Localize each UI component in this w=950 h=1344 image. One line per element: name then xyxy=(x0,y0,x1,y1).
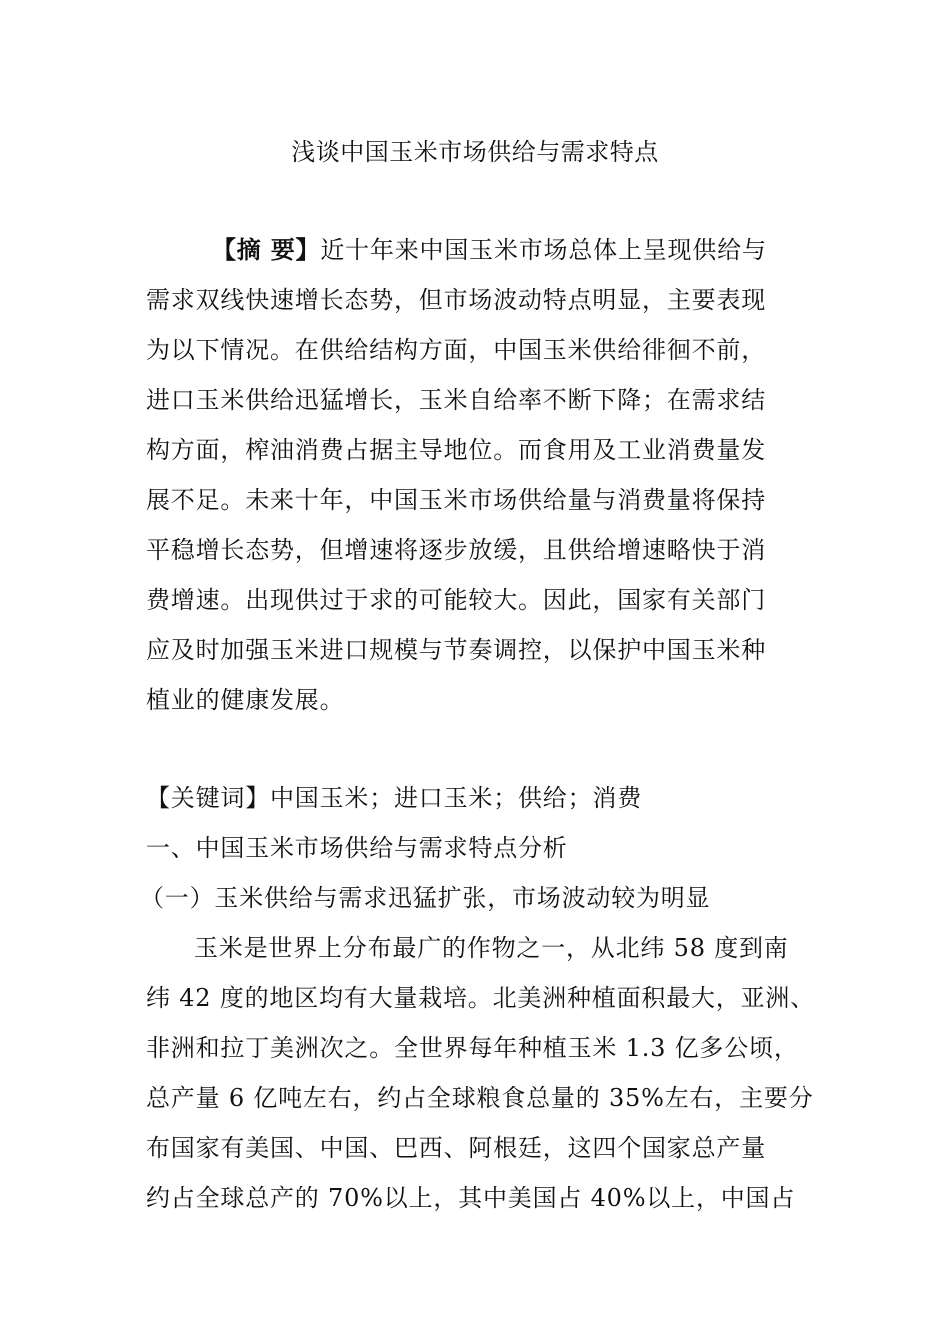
abstract-line: 平稳增长态势，但增速将逐步放缓，且供给增速略快于消 xyxy=(146,536,766,564)
body-line: 布国家有美国、中国、巴西、阿根廷，这四个国家总产量 xyxy=(146,1134,766,1162)
abstract-line: 为以下情况。在供给结构方面，中国玉米供给徘徊不前， xyxy=(146,336,766,364)
abstract-line: 需求双线快速增长态势，但市场波动特点明显，主要表现 xyxy=(146,286,766,314)
abstract-line: 近十年来中国玉米市场总体上呈现供给与 xyxy=(320,236,767,264)
abstract-line: 进口玉米供给迅猛增长，玉米自给率不断下降；在需求结 xyxy=(146,386,766,414)
abstract-line: 应及时加强玉米进口规模与节奏调控，以保护中国玉米种 xyxy=(146,636,766,664)
abstract-line: 植业的健康发展。 xyxy=(146,686,345,714)
section-heading: 一、中国玉米市场供给与需求特点分析 xyxy=(146,834,568,862)
body-line: 约占全球总产的 70%以上，其中美国占 40%以上，中国占 xyxy=(146,1184,796,1212)
abstract-line: 展不足。未来十年，中国玉米市场供给量与消费量将保持 xyxy=(146,486,766,514)
abstract-line: 费增速。出现供过于求的可能较大。因此，国家有关部门 xyxy=(146,586,766,614)
body-line: 非洲和拉丁美洲次之。全世界每年种植玉米 1.3 亿多公顷， xyxy=(146,1034,799,1062)
body-line: 纬 42 度的地区均有大量栽培。北美洲种植面积最大，亚洲、 xyxy=(146,984,815,1012)
abstract-first-line xyxy=(212,232,767,268)
abstract-label: 【摘 要】 xyxy=(212,235,321,264)
document-title: 浅谈中国玉米市场供给与需求特点 xyxy=(291,138,659,166)
subsection-heading: （一）玉米供给与需求迅猛扩张，市场波动较为明显 xyxy=(140,884,711,912)
body-line: 玉米是世界上分布最广的作物之一，从北纬 58 度到南 xyxy=(194,934,789,962)
body-line: 总产量 6 亿吨左右，约占全球粮食总量的 35%左右，主要分 xyxy=(146,1084,814,1112)
abstract-line: 构方面，榨油消费占据主导地位。而食用及工业消费量发 xyxy=(146,436,766,464)
keywords: 【关键词】中国玉米；进口玉米；供给；消费 xyxy=(146,784,642,812)
